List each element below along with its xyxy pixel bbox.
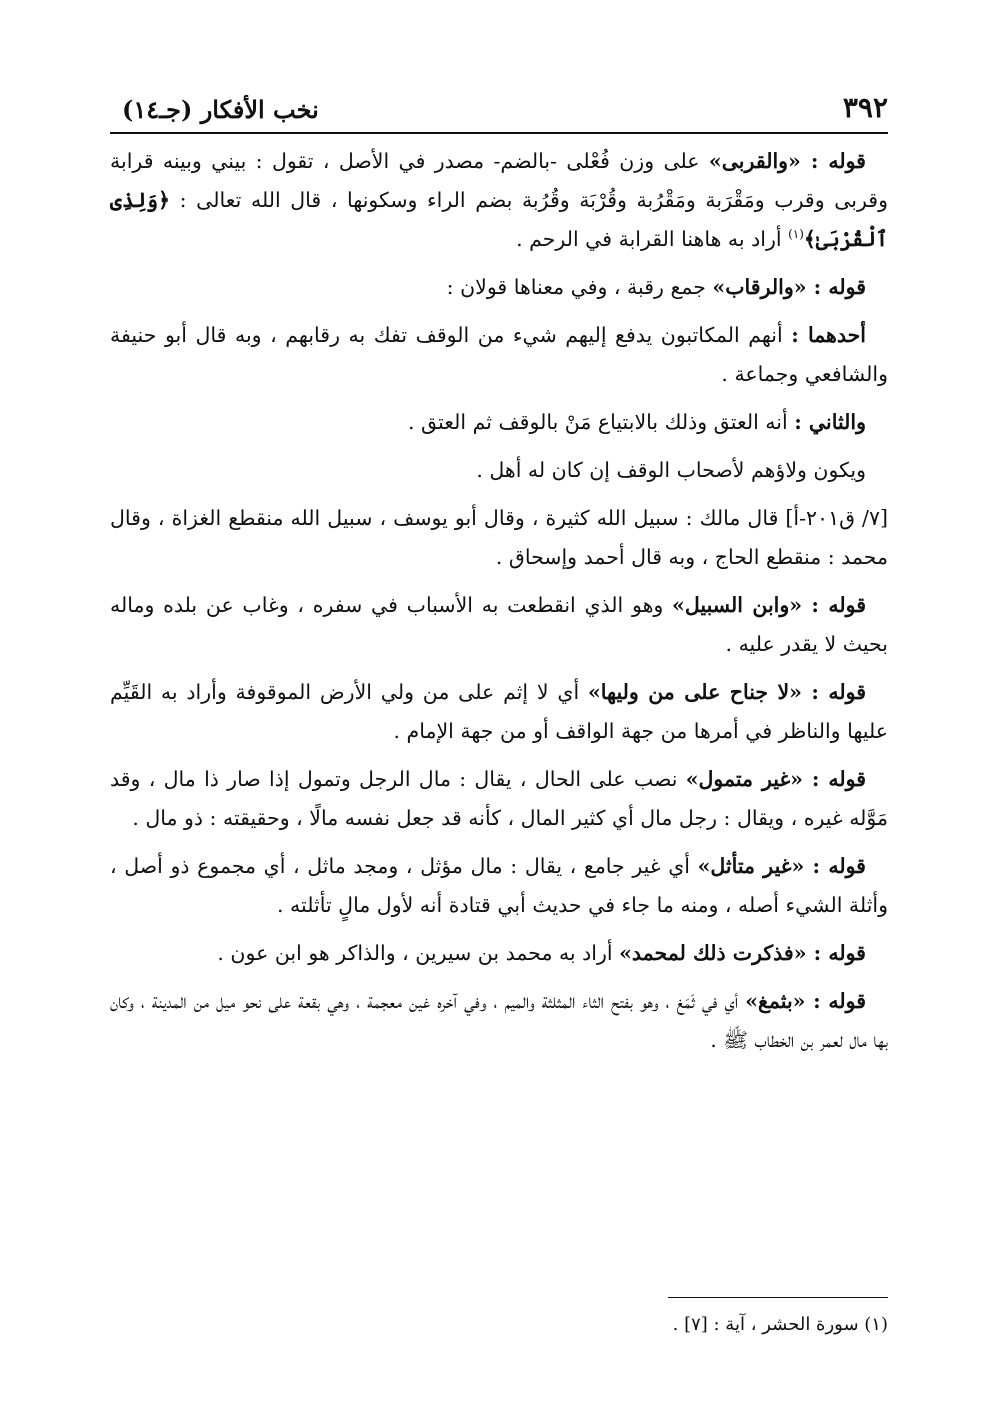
lead-term: قوله : «والقربى» xyxy=(708,149,866,173)
footnote-marker: (١) xyxy=(788,227,804,242)
paragraph-text: أي في ثَمَغ ، وهو بفتح الثاء المثلثة والميم ، وفي آخره غين معجمة ، وهي بقعة على نحو ميل من المدينة ، وكان بها مال لعمر بن الخطاب ﷺ . xyxy=(110,989,888,1052)
paragraph-text: نصب على الحال ، يقال : مال الرجل وتمول إذا صار ذا مال ، وقد مَوَّله غيره ، ويقال : رجل مال أي كثير المال ، كأنه قد جعل نفسه مالًا ، وحقيقته : ذو مال . xyxy=(110,767,888,830)
paragraph-text: أنهم المكاتبون يدفع إليهم شيء من الوقف تفك به رقابهم ، وبه قال أبو حنيفة والشافعي وجماعة . xyxy=(110,323,888,386)
paragraph-text: ويكون ولاؤهم لأصحاب الوقف إن كان له أهل . xyxy=(476,458,866,482)
footnote: (١) سورة الحشر ، آية : [٧] . xyxy=(672,1314,888,1335)
main-text xyxy=(110,142,888,1069)
lead-term: قوله : «غير متأثل» xyxy=(697,854,866,878)
quran-verse: ﴿وَلِذِى ٱلْقُرْبَىٰ﴾ xyxy=(110,188,888,251)
paragraph-walaa xyxy=(110,451,888,490)
paragraph-text: [٧/ ق٢٠١-أ] قال مالك : سبيل الله كثيرة ، وقال أبو يوسف ، سبيل الله منقطع الغزاة ، وقال محمد : منقطع الحاج ، وبه قال أحمد وإسحاق . xyxy=(110,506,888,569)
lead-term: قوله : «لا جناح على من وليها» xyxy=(587,680,866,704)
header-rule xyxy=(110,132,888,134)
lead-term: قوله : «والرقاب» xyxy=(712,275,866,299)
paragraph-first-opinion xyxy=(110,316,888,394)
paragraph-text: أنه العتق وذلك بالابتياع مَنْ بالوقف ثم العتق . xyxy=(407,410,795,434)
paragraph-dhakartu xyxy=(110,934,888,973)
paragraph-text: وهو الذي انقطعت به الأسباب في سفره ، وغاب عن بلده وماله بحيث لا يقدر عليه . xyxy=(110,593,888,656)
paragraph-thamgh xyxy=(110,982,888,1060)
lead-term: قوله : «وابن السبيل» xyxy=(672,593,866,617)
lead-term: أحدهما : xyxy=(791,323,866,347)
lead-term: قوله : «غير متمول» xyxy=(685,767,866,791)
paragraph-text: جمع رقبة ، وفي معناها قولان : xyxy=(446,275,713,299)
lead-term: قوله : «فذكرت ذلك لمحمد» xyxy=(619,941,866,965)
paragraph-second-opinion xyxy=(110,403,888,442)
page-header xyxy=(122,88,888,124)
paragraph-riqab xyxy=(110,268,888,307)
paragraph-qurba xyxy=(110,142,888,259)
paragraph-ghayr-mutamawwil xyxy=(110,760,888,838)
paragraph-text: أي غير جامع ، يقال : مال مؤثل ، ومجد ماثل ، أي مجموع ذو أصل ، وأثلة الشيء أصله ، ومنه ما جاء في حديث أبي قتادة أنه لأول مالٍ تأثلته . xyxy=(110,854,888,917)
running-title: نخب الأفكار (جـ١٤) xyxy=(122,95,319,124)
lead-term: قوله : «بثمغ» xyxy=(745,989,866,1013)
paragraph-tail: أراد به هاهنا القرابة في الرحم . xyxy=(516,227,789,251)
paragraph-ghayr-mutaaththil xyxy=(110,847,888,925)
paragraph-sabil-allah xyxy=(110,499,888,577)
paragraph-text: على وزن فُعْلى -بالضم- مصدر في الأصل ، تقول : بيني وبينه قرابة وقربى وقرب ومَقْرَبة ومَقْرُبة وقُرْبَة وقُرُبة بضم الراء وسكونها ، قال الله تعالى : xyxy=(110,149,888,212)
page-number: ٣٩٢ xyxy=(842,91,888,124)
footnote-rule xyxy=(668,1297,888,1298)
paragraph-text: أي لا إثم على من ولي الأرض الموقوفة وأراد به القَيِّم عليها والناظر في أمرها من جهة الواقف أو من جهة الإمام . xyxy=(110,680,888,743)
paragraph-text: أراد به محمد بن سيرين ، والذاكر هو ابن عون . xyxy=(217,941,620,965)
paragraph-ibn-sabil xyxy=(110,586,888,664)
paragraph-la-junah xyxy=(110,673,888,751)
lead-term: والثاني : xyxy=(794,410,866,434)
